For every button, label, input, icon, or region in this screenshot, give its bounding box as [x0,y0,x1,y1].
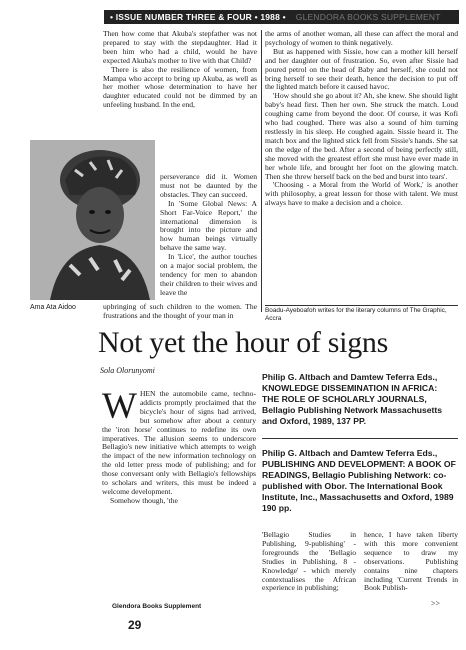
right-paragraph-3: 'How should she go about it? Ah, she knew. She should light baby's head first. Then her own. She struck the match. Loud coughing came from beyond the door. Of course, it was Kofi who had coughed. There was also a sound of him turning restlessly in his sleep. He coughed again. Sissie heard it. The match box and the lighted stick fell from Sissie's hands. She sat on the edge of the bed. After a second of being perfectly still, she moved with the greatest effort she must have ever made in her whole life, and brought her foot on the glowing match. Then she threw herself back on the bed and burst into tears'. [265,91,458,181]
right-paragraph-4: 'Choosing - a Moral from the World of Work,' is another with philosophy, a great lesson for those with talent. We must always have to make a decision and a choice. [265,180,458,208]
article-column-2 [262,531,356,593]
left-column-narrow [160,173,257,298]
book-review-citation-1: Philip G. Altbach and Damtew Teferra Eds., KNOWLEDGE DISSEMINATION IN AFRICA: THE ROLE OF SCHOLARLY JOURNALS, Bellagio Publishing Network Massachusetts and Oxford, 1989, 137 PP. [262,372,443,426]
header-ghost-text: GLENDORA BOOKS SUPPLEMENT [295,12,441,22]
left-paragraph-1: Then how come that Akuba's stepfather was not prepared to stay with the stepdaughter. Had it been him who had a child, would he have expected Akuba's mother to live with that Child? [103,29,257,65]
left-column-bottom [103,303,257,321]
author-bio: Boadu-Ayeboafoh writes for the literary columns of The Graphic, Accra [265,307,447,322]
column-divider [261,30,262,312]
photo-caption: Ama Ata Aidoo [30,304,76,311]
left-paragraph-2: There is also the resilience of women, from Mampa who accept to bring up Akuba, as well as her mother whose determination to have her daughter educated could not be dimmed by an unfeeling husband. In the end, [103,64,257,110]
citation-rule [262,438,458,439]
right-column [265,30,458,208]
left-bottom-text: upbringing of such children to the women. The frustrations and the thought of your man in [103,302,257,320]
article-column-3-text: hence, I have taken liberty with this more convenient sequence to draw my observations. Publishing contains nine chapters including 'Current Trends in Book Publish- [364,530,458,593]
narrow-paragraph-2: In 'Some Global News: A Short Far-Voice Report,' the international dimension is brought into the picture and how human beings virtually behave the same way. [160,198,257,253]
author-photo [30,140,155,300]
narrow-paragraph-3: In 'Lice', the author touches on a major social problem, the tendency for men to abandon their children to their wives and leave the [160,252,257,297]
book-review-citation-2: Philip G. Altbach and Damtew Teferra Eds., PUBLISHING AND DEVELOPMENT: A BOOK OF READINGS, Bellagio Publishing Network: co-published with Obor. The International Book Institute, Inc., Massachusetts and Oxford, 1989 190 pp. [262,448,456,513]
narrow-paragraph-1: perseverance did it. Women must not be daunted by the obstacles. They can succeed. [160,172,257,199]
article-byline: Sola Olorunyomi [100,366,155,375]
article-headline: Not yet the hour of signs [98,326,388,359]
drop-cap: W [102,386,137,427]
article-column-2-text: 'Bellagio Studies in Publishing, 9-publishing' -foregrounds the 'Bellagio Studies in Publishing, 8 -Knowledge' - which merely contextualises the African experience in publishing; [262,530,356,593]
portrait-illustration [30,140,155,300]
left-column-top [103,30,257,110]
article-column-1-last: Somehow though, 'the [110,495,178,505]
article-column-1 [102,386,256,506]
right-paragraph-1: the arms of another woman, all these can affect the moral and psychology of women to think negatively. [265,29,458,47]
right-paragraph-2: But as happened with Sissie, how can a mother kill herself and her daughter out of frustration. So, even after Sissie had poured petrol on the head of Baby and herself, she could not bring herself to see their death, hence the decision to put off the lighted match before it caused havoc. [265,46,458,92]
continued-arrow: >> [431,599,441,608]
page-number: 29 [128,618,142,632]
supplement-footer: Glendora Books Supplement [112,603,202,610]
bio-rule [265,305,458,306]
issue-header: • ISSUE NUMBER THREE & FOUR • 1988 • GLENDORA BOOKS SUPPLEMENT [104,10,459,24]
article-column-3 [364,531,458,593]
article-column-1-text: HEN the automobile came, techno-addicts promptly proclaimed that the bicycle's hour of signs had arrived, but somehow after about a century the 'iron horse' continues to redefine its own imperatives. The allusion seems to underscore Bellagio's new initiative which attempts to weigh the impact of the new information technology on the old letter press mode of publishing; and for those conversant only with Bellagio's fellowships to scholars and writers, this must be indeed a welcome development. [102,389,256,496]
